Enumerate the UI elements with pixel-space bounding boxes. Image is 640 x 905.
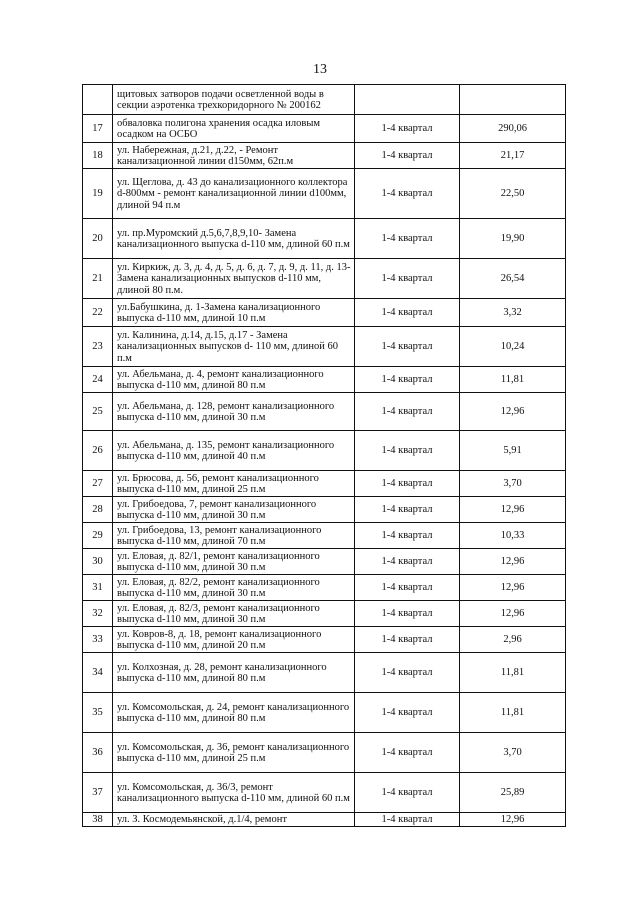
work-period: 1-4 квартал — [355, 627, 460, 653]
row-number: 33 — [83, 627, 113, 653]
row-number: 20 — [83, 219, 113, 259]
table-row — [83, 393, 566, 431]
work-period: 1-4 квартал — [355, 143, 460, 169]
work-amount: 290,06 — [460, 115, 566, 143]
work-description: ул. Еловая, д. 82/1, ремонт канализационного выпуска d-110 мм, длиной 30 п.м — [113, 549, 355, 575]
table-row — [83, 733, 566, 773]
work-period: 1-4 квартал — [355, 219, 460, 259]
work-period: 1-4 квартал — [355, 773, 460, 813]
row-number: 38 — [83, 813, 113, 827]
table-row — [83, 549, 566, 575]
row-number: 31 — [83, 575, 113, 601]
work-amount: 12,96 — [460, 813, 566, 827]
row-number: 32 — [83, 601, 113, 627]
work-amount: 11,81 — [460, 693, 566, 733]
row-number: 37 — [83, 773, 113, 813]
row-number: 21 — [83, 259, 113, 299]
work-description: ул. Грибоедова, 13, ремонт канализационного выпуска d-110 мм, длиной 70 п.м — [113, 523, 355, 549]
work-amount: 3,70 — [460, 471, 566, 497]
work-description: ул. Абельмана, д. 135, ремонт канализационного выпуска d-110 мм, длиной 40 п.м — [113, 431, 355, 471]
table-row — [83, 523, 566, 549]
table-row — [83, 85, 566, 115]
work-period: 1-4 квартал — [355, 523, 460, 549]
row-number: 26 — [83, 431, 113, 471]
table-row — [83, 367, 566, 393]
work-description: ул. Комсомольская, д. 24, ремонт канализационного выпуска d-110 мм, длиной 80 п.м — [113, 693, 355, 733]
work-amount: 11,81 — [460, 653, 566, 693]
work-period: 1-4 квартал — [355, 813, 460, 827]
row-number: 36 — [83, 733, 113, 773]
work-amount: 3,70 — [460, 733, 566, 773]
work-period: 1-4 квартал — [355, 115, 460, 143]
work-period: 1-4 квартал — [355, 259, 460, 299]
work-period: 1-4 квартал — [355, 393, 460, 431]
table-row — [83, 327, 566, 367]
work-amount — [460, 85, 566, 115]
row-number: 17 — [83, 115, 113, 143]
work-amount: 12,96 — [460, 393, 566, 431]
work-description: ул. З. Космодемьянской, д.1/4, ремонт — [113, 813, 355, 827]
row-number: 22 — [83, 299, 113, 327]
work-period: 1-4 квартал — [355, 497, 460, 523]
work-description: ул.Бабушкина, д. 1-Замена канализационного выпуска d-110 мм, длиной 10 п.м — [113, 299, 355, 327]
work-description: ул. Ковров-8, д. 18, ремонт канализационного выпуска d-110 мм, длиной 20 п.м — [113, 627, 355, 653]
work-period: 1-4 квартал — [355, 367, 460, 393]
work-period: 1-4 квартал — [355, 653, 460, 693]
table-row — [83, 653, 566, 693]
work-amount: 12,96 — [460, 575, 566, 601]
table-body — [83, 85, 566, 827]
table-row — [83, 693, 566, 733]
work-amount: 5,91 — [460, 431, 566, 471]
work-period: 1-4 квартал — [355, 601, 460, 627]
table-row — [83, 431, 566, 471]
work-description: ул. Брюсова, д. 56, ремонт канализационного выпуска d-110 мм, длиной 25 п.м — [113, 471, 355, 497]
work-description: щитовых затворов подачи осветленной воды в секции аэротенка трехкоридорного № 200162 — [113, 85, 355, 115]
work-amount: 10,33 — [460, 523, 566, 549]
work-description: ул. Колхозная, д. 28, ремонт канализационного выпуска d-110 мм, длиной 80 п.м — [113, 653, 355, 693]
work-amount: 12,96 — [460, 549, 566, 575]
work-description: ул. Киркиж, д. 3, д. 4, д. 5, д. 6, д. 7, д. 9, д. 11, д. 13- Замена канализационных выпусков d-110 мм, длиной 80 п.м. — [113, 259, 355, 299]
work-amount: 22,50 — [460, 169, 566, 219]
work-period: 1-4 квартал — [355, 733, 460, 773]
work-period: 1-4 квартал — [355, 169, 460, 219]
page-number: 13 — [313, 62, 327, 77]
row-number — [83, 85, 113, 115]
row-number: 25 — [83, 393, 113, 431]
table-row — [83, 259, 566, 299]
work-period: 1-4 квартал — [355, 299, 460, 327]
row-number: 24 — [83, 367, 113, 393]
table-row — [83, 575, 566, 601]
table-row — [83, 497, 566, 523]
work-amount: 12,96 — [460, 601, 566, 627]
row-number: 19 — [83, 169, 113, 219]
work-amount: 19,90 — [460, 219, 566, 259]
row-number: 35 — [83, 693, 113, 733]
work-description: ул. Абельмана, д. 4, ремонт канализационного выпуска d-110 мм, длиной 80 п.м — [113, 367, 355, 393]
work-period: 1-4 квартал — [355, 693, 460, 733]
row-number: 30 — [83, 549, 113, 575]
work-period — [355, 85, 460, 115]
table-row — [83, 601, 566, 627]
work-period: 1-4 квартал — [355, 431, 460, 471]
work-amount: 3,32 — [460, 299, 566, 327]
work-amount: 26,54 — [460, 259, 566, 299]
table-row — [83, 299, 566, 327]
work-amount: 10,24 — [460, 327, 566, 367]
works-table — [82, 84, 566, 827]
work-period: 1-4 квартал — [355, 327, 460, 367]
row-number: 29 — [83, 523, 113, 549]
work-amount: 12,96 — [460, 497, 566, 523]
table-row — [83, 627, 566, 653]
work-description: ул. Набережная, д.21, д.22, - Ремонт канализационной линии d150мм, 62п.м — [113, 143, 355, 169]
table-row — [83, 773, 566, 813]
table-row — [83, 219, 566, 259]
work-amount: 21,17 — [460, 143, 566, 169]
work-period: 1-4 квартал — [355, 549, 460, 575]
work-description: ул. Калинина, д.14, д.15, д.17 - Замена канализационных выпусков d- 110 мм, длиной 60 п.м — [113, 327, 355, 367]
row-number: 18 — [83, 143, 113, 169]
table-row — [83, 143, 566, 169]
work-description: ул. пр.Муромский д.5,6,7,8,9,10- Замена канализационного выпуска d-110 мм, длиной 60 п.м — [113, 219, 355, 259]
work-description: ул. Абельмана, д. 128, ремонт канализационного выпуска d-110 мм, длиной 30 п.м — [113, 393, 355, 431]
work-period: 1-4 квартал — [355, 471, 460, 497]
work-amount: 25,89 — [460, 773, 566, 813]
row-number: 34 — [83, 653, 113, 693]
table-row — [83, 471, 566, 497]
work-description: ул. Еловая, д. 82/2, ремонт канализационного выпуска d-110 мм, длиной 30 п.м — [113, 575, 355, 601]
table-row — [83, 813, 566, 827]
row-number: 27 — [83, 471, 113, 497]
work-amount: 11,81 — [460, 367, 566, 393]
work-description: ул. Щеглова, д. 43 до канализационного коллектора d-800мм - ремонт канализационной линии d100мм, длиной 94 п.м — [113, 169, 355, 219]
work-description: обваловка полигона хранения осадка иловым осадком на ОСБО — [113, 115, 355, 143]
table-row — [83, 115, 566, 143]
work-description: ул. Комсомольская, д. 36, ремонт канализационного выпуска d-110 мм, длиной 25 п.м — [113, 733, 355, 773]
row-number: 23 — [83, 327, 113, 367]
row-number: 28 — [83, 497, 113, 523]
work-description: ул. Комсомольская, д. 36/3, ремонт канализационного выпуска d-110 мм, длиной 60 п.м — [113, 773, 355, 813]
work-description: ул. Грибоедова, 7, ремонт канализационного выпуска d-110 мм, длиной 30 п.м — [113, 497, 355, 523]
work-period: 1-4 квартал — [355, 575, 460, 601]
work-description: ул. Еловая, д. 82/3, ремонт канализационного выпуска d-110 мм, длиной 30 п.м — [113, 601, 355, 627]
work-amount: 2,96 — [460, 627, 566, 653]
table-row — [83, 169, 566, 219]
